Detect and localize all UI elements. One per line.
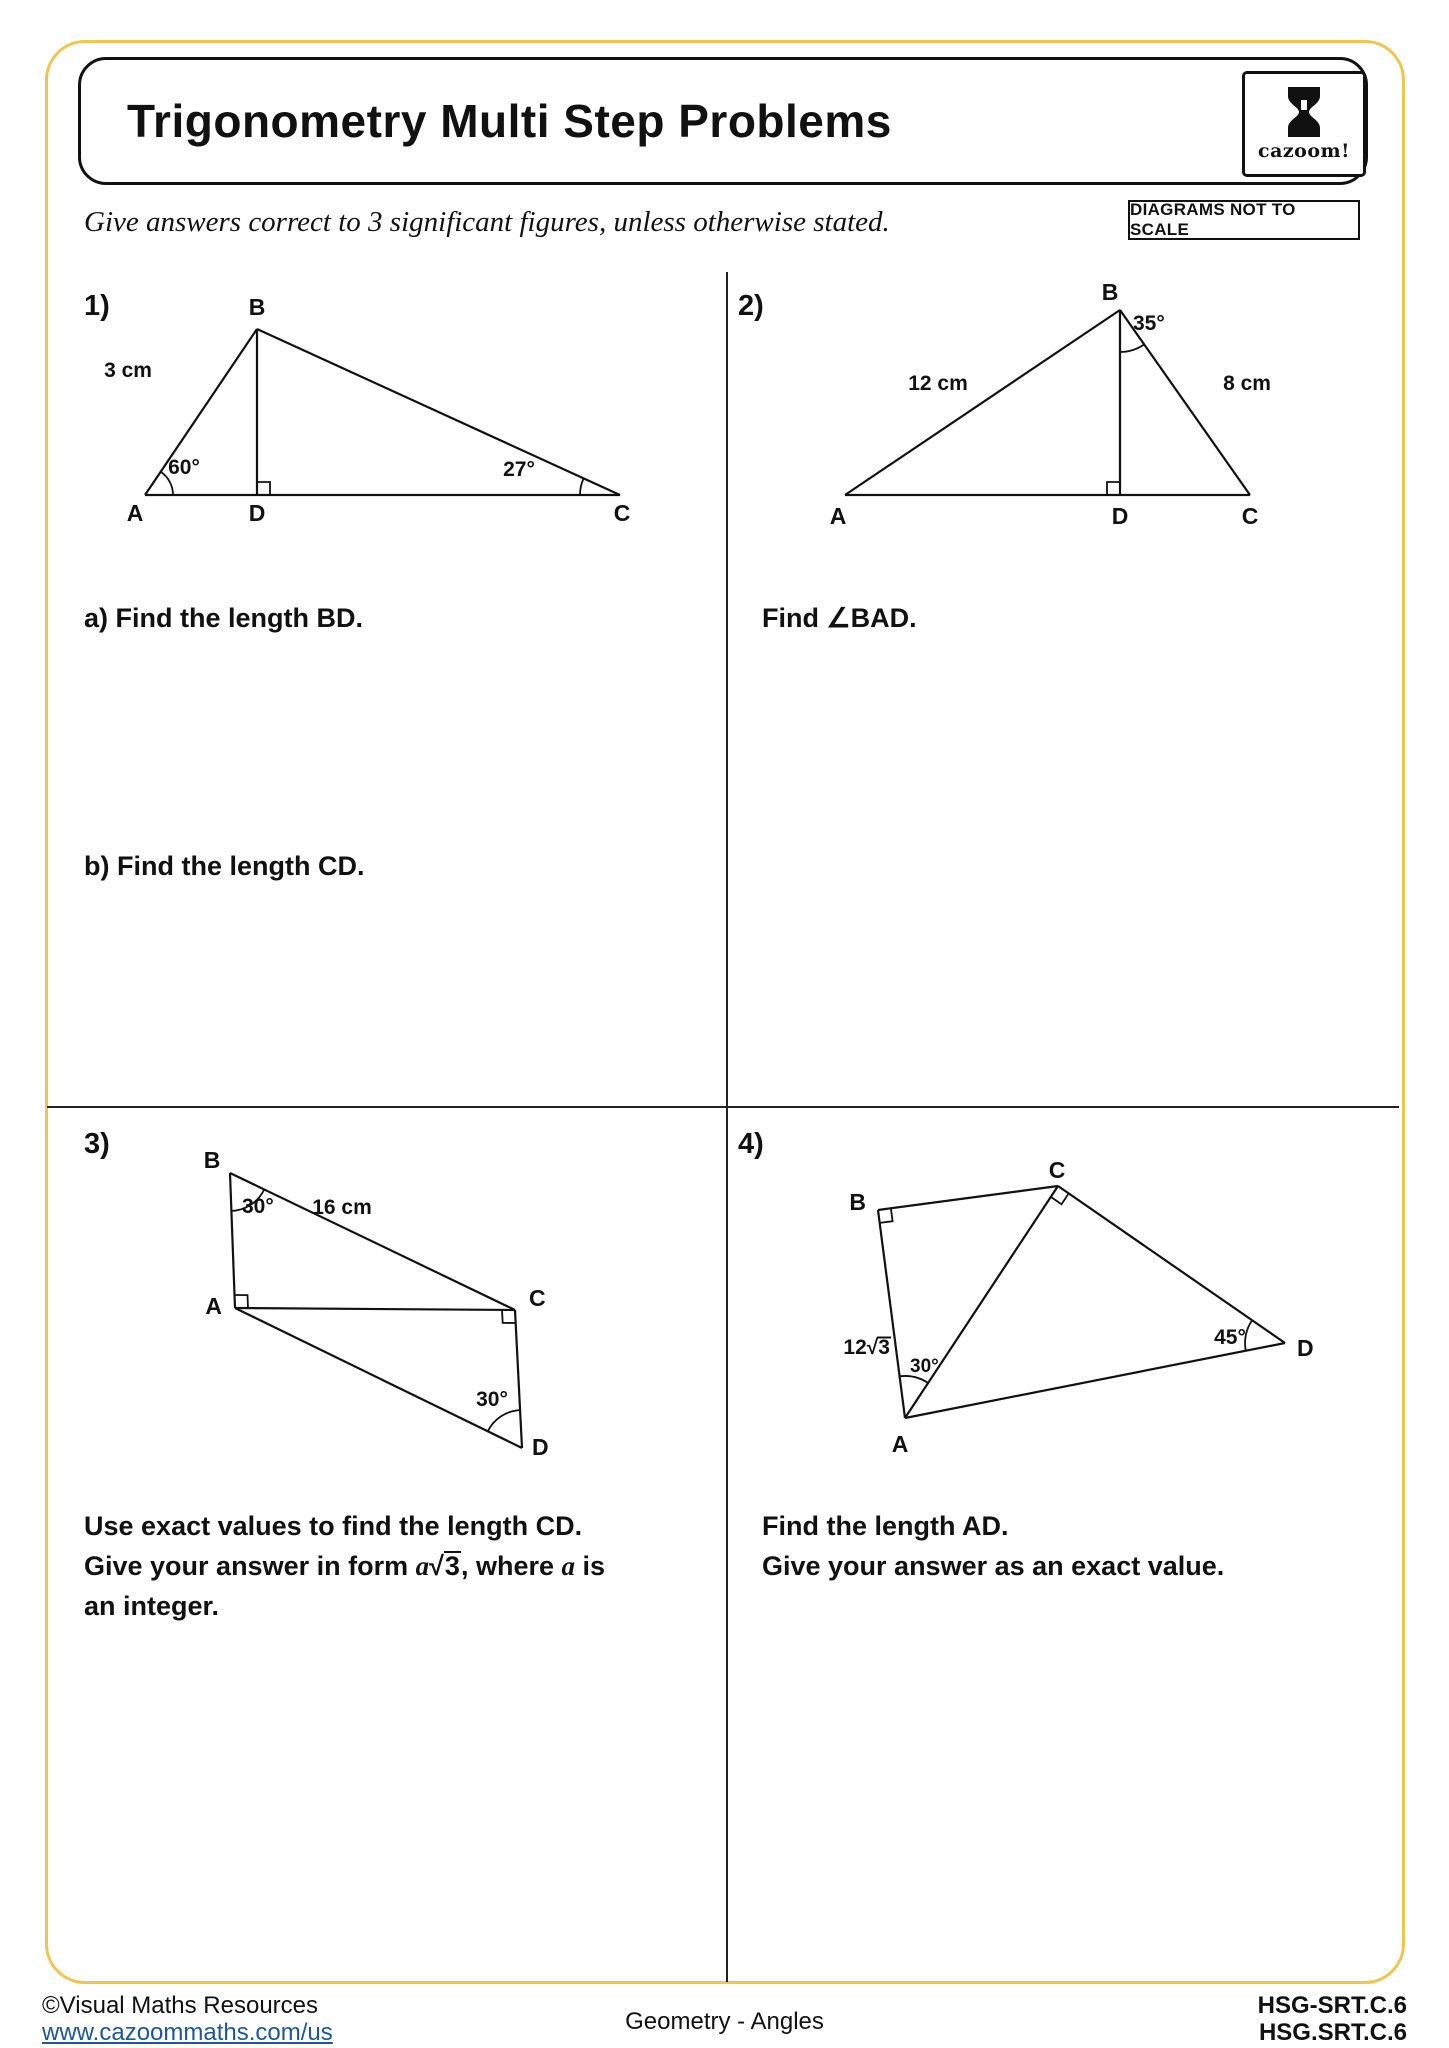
hourglass-shape <box>1288 87 1320 137</box>
p1-side-ab-label: 3 cm <box>104 359 152 382</box>
p4-question-line2: Give your answer as an exact value. <box>762 1551 1225 1581</box>
p3-side-cd <box>515 1310 522 1448</box>
p2-vertex-d-label: D <box>1111 503 1129 529</box>
p3-side-ba <box>230 1173 235 1308</box>
page-title: Trigonometry Multi Step Problems <box>127 95 892 147</box>
p1-right-angle-d <box>257 482 270 495</box>
problem-3-number: 3) <box>84 1128 110 1160</box>
p4-side-ab <box>878 1210 905 1418</box>
p4-angle-a-label: 30° <box>910 1356 939 1377</box>
p3-give-mid: , where <box>460 1551 562 1581</box>
p1-angle-arc-c <box>580 478 584 495</box>
problem-4-number: 4) <box>738 1128 764 1160</box>
problem-1b-question: b) Find the length CD. <box>84 851 365 881</box>
p3-vertex-d-label: D <box>532 1434 549 1460</box>
p3-side-ad <box>235 1308 522 1448</box>
p3-vertex-a-label: A <box>205 1293 222 1319</box>
p1-vertex-c-label: C <box>613 500 631 526</box>
p1-vertex-a-label: A <box>126 500 144 526</box>
p3-right-angle-c <box>502 1310 516 1323</box>
p2-right-angle-d <box>1107 482 1120 495</box>
problem-2-diagram <box>760 280 1360 530</box>
hourglass-highlight <box>1301 100 1307 110</box>
problem-4-question <box>762 1506 1322 1586</box>
standard-code-1: HSG-SRT.C.6 <box>1257 1992 1407 2019</box>
p4-question-line1: Find the length AD. <box>762 1511 1009 1541</box>
p3-vertex-c-label: C <box>529 1285 546 1311</box>
diagrams-not-to-scale-badge: DIAGRAMS NOT TO SCALE <box>1128 200 1360 240</box>
p1-angle-c-label: 27° <box>503 458 535 481</box>
p4-vertex-c-label: C <box>1048 1157 1066 1183</box>
p2-side-ab <box>845 310 1120 495</box>
sqrt-radicand: 3 <box>444 1551 460 1581</box>
p4-vertex-b-label: B <box>849 1189 866 1215</box>
p4-side-bc <box>878 1186 1058 1210</box>
horizontal-divider <box>47 1106 1399 1108</box>
p4-side-cd <box>1058 1186 1285 1343</box>
vertical-divider <box>726 272 728 1982</box>
p4-vertex-a-label: A <box>891 1431 909 1457</box>
problem-1-diagram <box>95 295 655 535</box>
p3-question-line1: Use exact values to find the length CD. <box>84 1511 583 1541</box>
p3-vertex-b-label: B <box>203 1148 221 1173</box>
p2-side-bc-label: 8 cm <box>1223 372 1271 395</box>
p2-vertex-b-label: B <box>1101 280 1119 305</box>
p3-give-post: an integer. <box>84 1591 220 1621</box>
website-link[interactable]: www.cazoommaths.com/us <box>42 2019 333 2046</box>
worksheet-header <box>78 57 1368 185</box>
math-var-a: a <box>561 1551 575 1581</box>
instructions-text: Give answers correct to 3 significant figures, unless otherwise stated. <box>84 206 890 238</box>
problem-1a-question: a) Find the length BD. <box>84 603 363 633</box>
p2-angle-arc-b <box>1120 344 1144 352</box>
problem-2-number: 2) <box>738 290 764 322</box>
p2-vertex-a-label: A <box>829 503 847 529</box>
cazoom-logo <box>1242 71 1366 177</box>
math-var-a: a <box>415 1551 430 1581</box>
problem-3-question <box>84 1506 644 1626</box>
p4-angle-arc-d <box>1245 1320 1252 1351</box>
p1-side-bc <box>257 329 620 495</box>
p3-side-ac <box>235 1308 515 1310</box>
p3-question-line2 <box>84 1546 644 1626</box>
p1-vertex-d-label: D <box>248 500 266 526</box>
hourglass-icon <box>1282 86 1326 138</box>
p2-side-bc <box>1120 310 1250 495</box>
sqrt-sign: √ <box>429 1551 444 1581</box>
p3-angle-b-label: 30° <box>242 1195 274 1218</box>
p1-vertex-b-label: B <box>248 295 266 320</box>
footer-standards <box>1258 1992 1407 2046</box>
problem-4-diagram <box>760 1148 1380 1488</box>
p4-side-ad <box>905 1343 1285 1418</box>
p4-right-angle-c <box>1051 1193 1069 1204</box>
p2-vertex-c-label: C <box>1241 503 1259 529</box>
p4-angle-d-label: 45° <box>1214 1326 1246 1349</box>
problem-2-question: Find ∠BAD. <box>762 603 917 633</box>
p2-side-ab-label: 12 cm <box>908 372 968 395</box>
p3-side-bc-label: 16 cm <box>312 1196 372 1219</box>
category-label: Geometry - Angles <box>625 2008 824 2035</box>
p3-right-angle-a <box>235 1295 249 1308</box>
p3-angle-d-label: 30° <box>476 1388 508 1411</box>
logo-text: cazoom! <box>1258 140 1350 162</box>
p4-diagonal-ac <box>905 1186 1058 1418</box>
standard-code-2: HSG.SRT.C.6 <box>1258 2019 1407 2046</box>
p3-give-pre: Give your answer in form <box>84 1551 416 1581</box>
p1-side-ab <box>145 329 257 495</box>
p2-angle-b-label: 35° <box>1133 312 1165 335</box>
problem-3-diagram <box>140 1148 620 1488</box>
copyright-text: ©Visual Maths Resources <box>42 1992 319 2019</box>
p4-vertex-d-label: D <box>1297 1335 1314 1361</box>
p3-give-tail: is <box>575 1551 606 1581</box>
problem-1-number: 1) <box>84 290 110 322</box>
p1-angle-a-label: 60° <box>168 456 200 479</box>
p3-side-bc <box>230 1173 515 1310</box>
p4-side-ab-label: 12√3 <box>843 1336 890 1359</box>
p3-angle-arc-d <box>488 1410 520 1431</box>
